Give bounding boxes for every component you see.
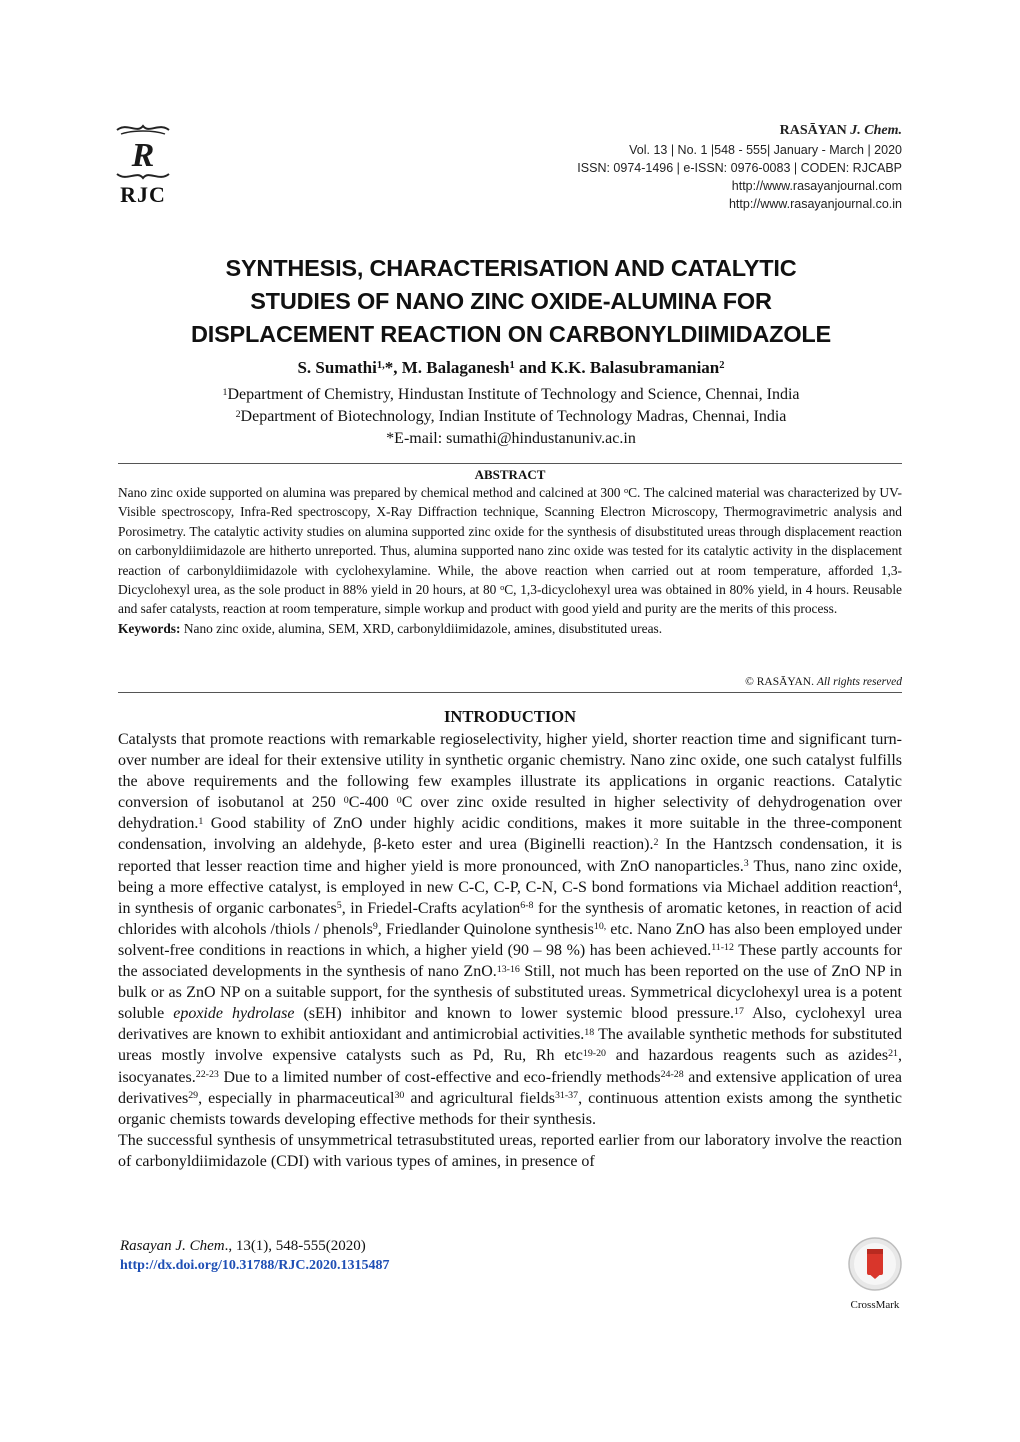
journal-url-com[interactable]: http://www.rasayanjournal.com <box>731 179 902 193</box>
introduction-heading: INTRODUCTION <box>443 707 577 726</box>
crossmark-badge[interactable] <box>841 1236 909 1311</box>
author-3: K.K. Balasubramanian <box>550 358 720 377</box>
affiliation-1: $^1$Department of Chemistry, Hindustan Institute of Technology and Science, Chennai, India <box>222 386 800 403</box>
abstract-heading: ABSTRACT <box>474 467 546 482</box>
journal-name: RASĀYAN J. Chem. <box>779 123 902 138</box>
abstract-text: Nano zinc oxide supported on alumina was prepared by chemical method and calcined at 300 $^o$C. The calcined material was characterized by UV-Visible spectroscopy, Infra-Red spectroscopy, X-Ray Diffraction technique, Scanning Electron Microscopy, Thermogravimetric analysis and Porosimetry. The catalytic activity studies on alumina supported zinc oxide for the synthesis of disubstituted ureas through displacement reaction on carbonyldiimidazole are hitherto unreported. Thus, alumina supported nano zinc oxide was tested for its catalytic activity in the displacement reaction of carbonyldiimidazole with cyclohexylamine. While, the above reaction when carried out at room temperature, afforded 1,3-Dicyclohexyl urea, as the sole product in 88% yield in 20 hours, at 80 $^o$C, 1,3-dicyclohexyl urea was obtained in 80% yield, in 4 hours. Reusable and safer catalysts, reaction at room temperature, simple workup and product with good yield and purity are the merits of this process. <box>118 485 902 617</box>
author-1: S. Sumathi <box>297 358 377 377</box>
crossmark-icon <box>847 1236 903 1292</box>
journal-url-in[interactable]: http://www.rasayanjournal.co.in <box>728 197 902 211</box>
svg-text:R: R <box>131 137 155 174</box>
corresponding-email[interactable]: *E-mail: sumathi@hindustanuniv.ac.in <box>386 430 636 447</box>
page-footer <box>120 1236 390 1276</box>
journal-issn: ISSN: 0974-1496 | e-ISSN: 0976-0083 | CODEN: RJCABP <box>577 161 902 175</box>
journal-logo-text: RJC <box>120 182 166 207</box>
keywords: Keywords: Nano zinc oxide, alumina, SEM, XRD, carbonyldiimidazole, amines, disubstituted ureas. <box>118 620 663 636</box>
author-2: M. Balaganesh <box>401 358 510 377</box>
crossmark-label: CrossMark <box>850 1299 900 1311</box>
citation: Rasayan J. Chem., 13(1), 548-555(2020) <box>120 1238 366 1254</box>
journal-info <box>577 122 902 213</box>
affiliation-2: $^2$Department of Biotechnology, Indian Institute of Technology Madras, Chennai, India <box>235 408 787 425</box>
journal-logo <box>108 120 178 206</box>
introduction-body <box>118 729 902 1172</box>
journal-logo-emblem-icon <box>111 120 175 182</box>
paper-title: SYNTHESIS, CHARACTERISATION AND CATALYTIC STUDIES OF NANO ZINC OXIDE-ALUMINA FOR DISPLACEMENT REACTION ON CARBONYLDIIMIDAZOLE <box>190 255 832 347</box>
author-list: S. Sumathi$^{1,}$*, M. Balaganesh$^1$ and K.K. Balasubramanian$^2$ <box>297 358 725 377</box>
abstract-body <box>118 483 902 638</box>
introduction-paragraph-1: Catalysts that promote reactions with remarkable regioselectivity, higher yield, shorter reaction time and significant turn-over number are ideal for their extensive utility in synthetic organic chemistry. Nano zinc oxide, one such catalyst fulfills the above requirements and the following few examples illustrate its applications in organic reactions. Catalytic conversion of isobutanol at 250 $^0$C-400 $^0$C over zinc oxide resulted in higher selectivity of dehydrogenation over dehydration.$^1$ Good stability of ZnO under highly acidic conditions, makes it more suitable in the three-component condensation, involving an aldehyde, β-keto ester and urea (Biginelli reaction).$^2$ In the Hantzsch condensation, it is reported that lesser reaction time and higher yield is more pronounced, with ZnO nanoparticles.$^3$ Thus, nano zinc oxide, being a more effective catalyst, is employed in new C-C, C-P, C-N, C-S bond formations via Michael addition reaction$^4$, in synthesis of organic carbonates$^5$, in Friedel-Crafts acylation$^{6-8}$ for the synthesis of aromatic ketones, in reaction of acid chlorides with alcohols /thiols / phenols$^9$, Friedlander Quinolone synthesis$^{10,}$ etc. Nano ZnO has also been employed under solvent-free conditions in reactions in which, a higher yield (90 – 98 %) has been achieved.$^{11-12}$ These partly accounts for the associated developments in the synthesis of nano ZnO.$^{13-16}$ Still, not much has been reported on the use of ZnO NP in bulk or as ZnO NP on a suitable support, for the synthesis of substituted ureas. Symmetrical dicyclohexyl urea is a potent soluble epoxide hydrolase (sEH) inhibitor and known to lower systemic blood pressure.$^{17}$ Also, cyclohexyl urea derivatives are known to exhibit antioxidant and antimicrobial activities.$^{18}$ The available synthetic methods for substituted ureas mostly involve expensive catalysts such as Pd, Ru, Rh etc$^{19-20}$ and hazardous reagents such as azides$^{21}$, isocyanates.$^{22-23}$ Due to a limited number of cost-effective and eco-friendly methods$^{24-28}$ and extensive application of urea derivatives$^{29}$, especially in pharmaceutical$^{30}$ and agricultural fields$^{31-37}$, continuous attention exists among the synthetic organic chemists towards developing effective methods for their synthesis. <box>118 731 903 1128</box>
introduction-paragraph-2: The successful synthesis of unsymmetrical tetrasubstituted ureas, reported earlier from our laboratory involve the reaction of carbonyldiimidazole (CDI) with various types of amines, in presence of <box>118 1131 902 1170</box>
journal-volume: Vol. 13 | No. 1 |548 - 555| January - March | 2020 <box>629 143 902 157</box>
doi-link[interactable]: http://dx.doi.org/10.31788/RJC.2020.1315487 <box>120 1258 390 1273</box>
abstract-bottom-divider <box>118 692 902 693</box>
abstract-top-divider <box>118 463 902 464</box>
copyright-notice: © RASĀYAN. All rights reserved <box>745 676 902 688</box>
affiliations <box>120 384 902 450</box>
